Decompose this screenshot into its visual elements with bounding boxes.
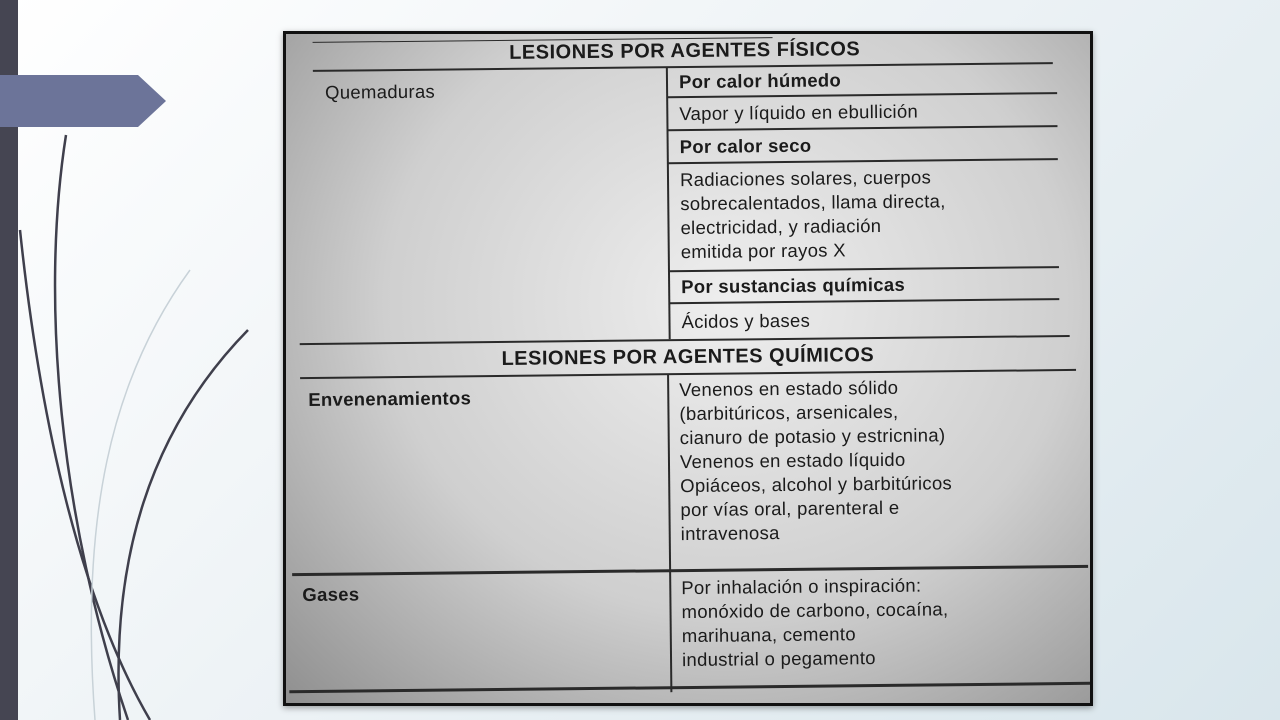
document-photo <box>283 31 1093 706</box>
lesions-table <box>283 31 1093 706</box>
rule <box>667 125 1057 131</box>
item-title-calor-humedo: Por calor húmedo <box>678 69 842 93</box>
column-divider-1 <box>666 67 671 339</box>
row-label-gases: Gases <box>302 583 360 606</box>
table-bottom-rule <box>289 682 1093 693</box>
rule <box>669 298 1059 304</box>
item-detail-calor-humedo: Vapor y líquido en ebullición <box>679 100 919 125</box>
rule <box>669 266 1059 272</box>
section-header-physical: LESIONES POR AGENTES FÍSICOS <box>509 38 861 64</box>
row-detail-gases: Por inhalación o inspiración: monóxido de carbono, cocaína, marihuana, cemento industrial o pegamento <box>681 574 949 671</box>
arrow-tab <box>0 75 166 127</box>
item-detail-sustancias: Ácidos y bases <box>681 309 811 333</box>
item-detail-calor-seco: Radiaciones solares, cuerpos sobrecalentados, llama directa, electricidad, y radiación emitida por rayos X <box>679 166 946 263</box>
row-label-quemaduras: Quemaduras <box>324 80 436 103</box>
column-divider-2 <box>667 374 672 692</box>
section-header-chemical: LESIONES POR AGENTES QUÍMICOS <box>501 344 875 370</box>
rule <box>668 158 1058 164</box>
row-detail-envenenamientos: Venenos en estado sólido (barbitúricos, arsenicales, cianuro de potasio y estricnina) Venenos en estado líquido Opiáceos, alcohol y barbitúricos por vías oral, parenteral e intravenosa <box>679 376 953 545</box>
item-title-sustancias: Por sustancias químicas <box>681 273 906 298</box>
item-title-calor-seco: Por calor seco <box>679 134 812 158</box>
row-label-envenenamientos: Envenenamientos <box>308 387 472 410</box>
row-rule <box>292 565 1088 576</box>
